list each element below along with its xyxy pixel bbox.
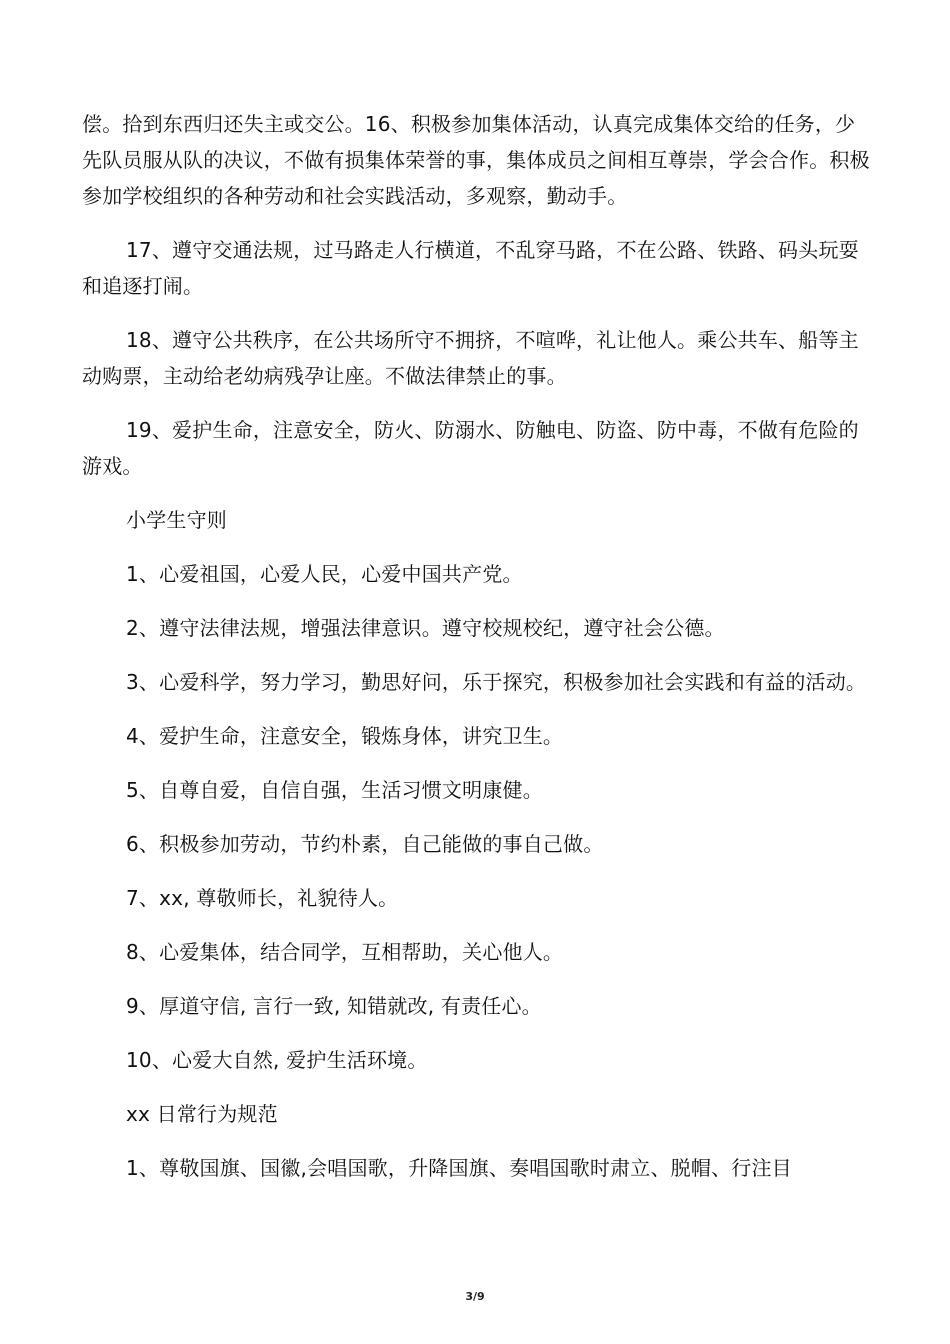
- paragraph-code-9: 9、厚道守信, 言行一致, 知错就改, 有责任心。: [126, 994, 542, 1018]
- paragraph-rule-19: 19、爱护生命，注意安全，防火、防溺水、防触电、防盗、防中毒，不做有危险的游戏。: [82, 418, 859, 478]
- paragraph-continuation: 偿。拾到东西归还失主或交公。16、积极参加集体活动，认真完成集体交给的任务，少先队员服从队的决议，不做有损集体荣誉的事，集体成员之间相互尊崇，学会合作。积极参加学校组织的各种劳动和社会实践活动，多观察，勤动手。: [82, 112, 870, 208]
- paragraph-norm-1: 1、尊敬国旗、国徽,会唱国歌，升降国旗、奏唱国歌时肃立、脱帽、行注目: [126, 1156, 792, 1180]
- paragraph-code-4: 4、爱护生命，注意安全，锻炼身体，讲究卫生。: [126, 724, 564, 748]
- page-number: 3/9: [465, 1290, 485, 1303]
- paragraph-code-10: 10、心爱大自然, 爱护生活环境。: [126, 1048, 428, 1072]
- paragraph-code-8: 8、心爱集体，结合同学，互相帮助，关心他人。: [126, 940, 564, 964]
- paragraph-code-7: 7、xx, 尊敬师长，礼貌待人。: [126, 886, 399, 910]
- paragraph-rule-17: 17、遵守交通法规，过马路走人行横道，不乱穿马路，不在公路、铁路、码头玩耍和追逐打闹。: [82, 238, 859, 298]
- document-body: [82, 106, 872, 1204]
- section-heading-student-code: 小学生守则: [126, 508, 227, 532]
- paragraph-code-1: 1、心爱祖国，心爱人民，心爱中国共产党。: [126, 562, 523, 586]
- paragraph-code-5: 5、自尊自爱，自信自强，生活习惯文明康健。: [126, 778, 543, 802]
- paragraph-rule-18: 18、遵守公共秩序，在公共场所守不拥挤，不喧哗，礼让他人。乘公共车、船等主动购票，主动给老幼病残孕让座。不做法律禁止的事。: [82, 328, 859, 388]
- paragraph-code-6: 6、积极参加劳动，节约朴素，自己能做的事自己做。: [126, 832, 604, 856]
- section-heading-daily-norms: xx 日常行为规范: [126, 1102, 278, 1126]
- paragraph-code-3: 3、心爱科学，努力学习，勤思好问，乐于探究，积极参加社会实践和有益的活动。: [126, 670, 867, 694]
- paragraph-code-2: 2、遵守法律法规，增强法律意识。遵守校规校纪，遵守社会公德。: [126, 616, 725, 640]
